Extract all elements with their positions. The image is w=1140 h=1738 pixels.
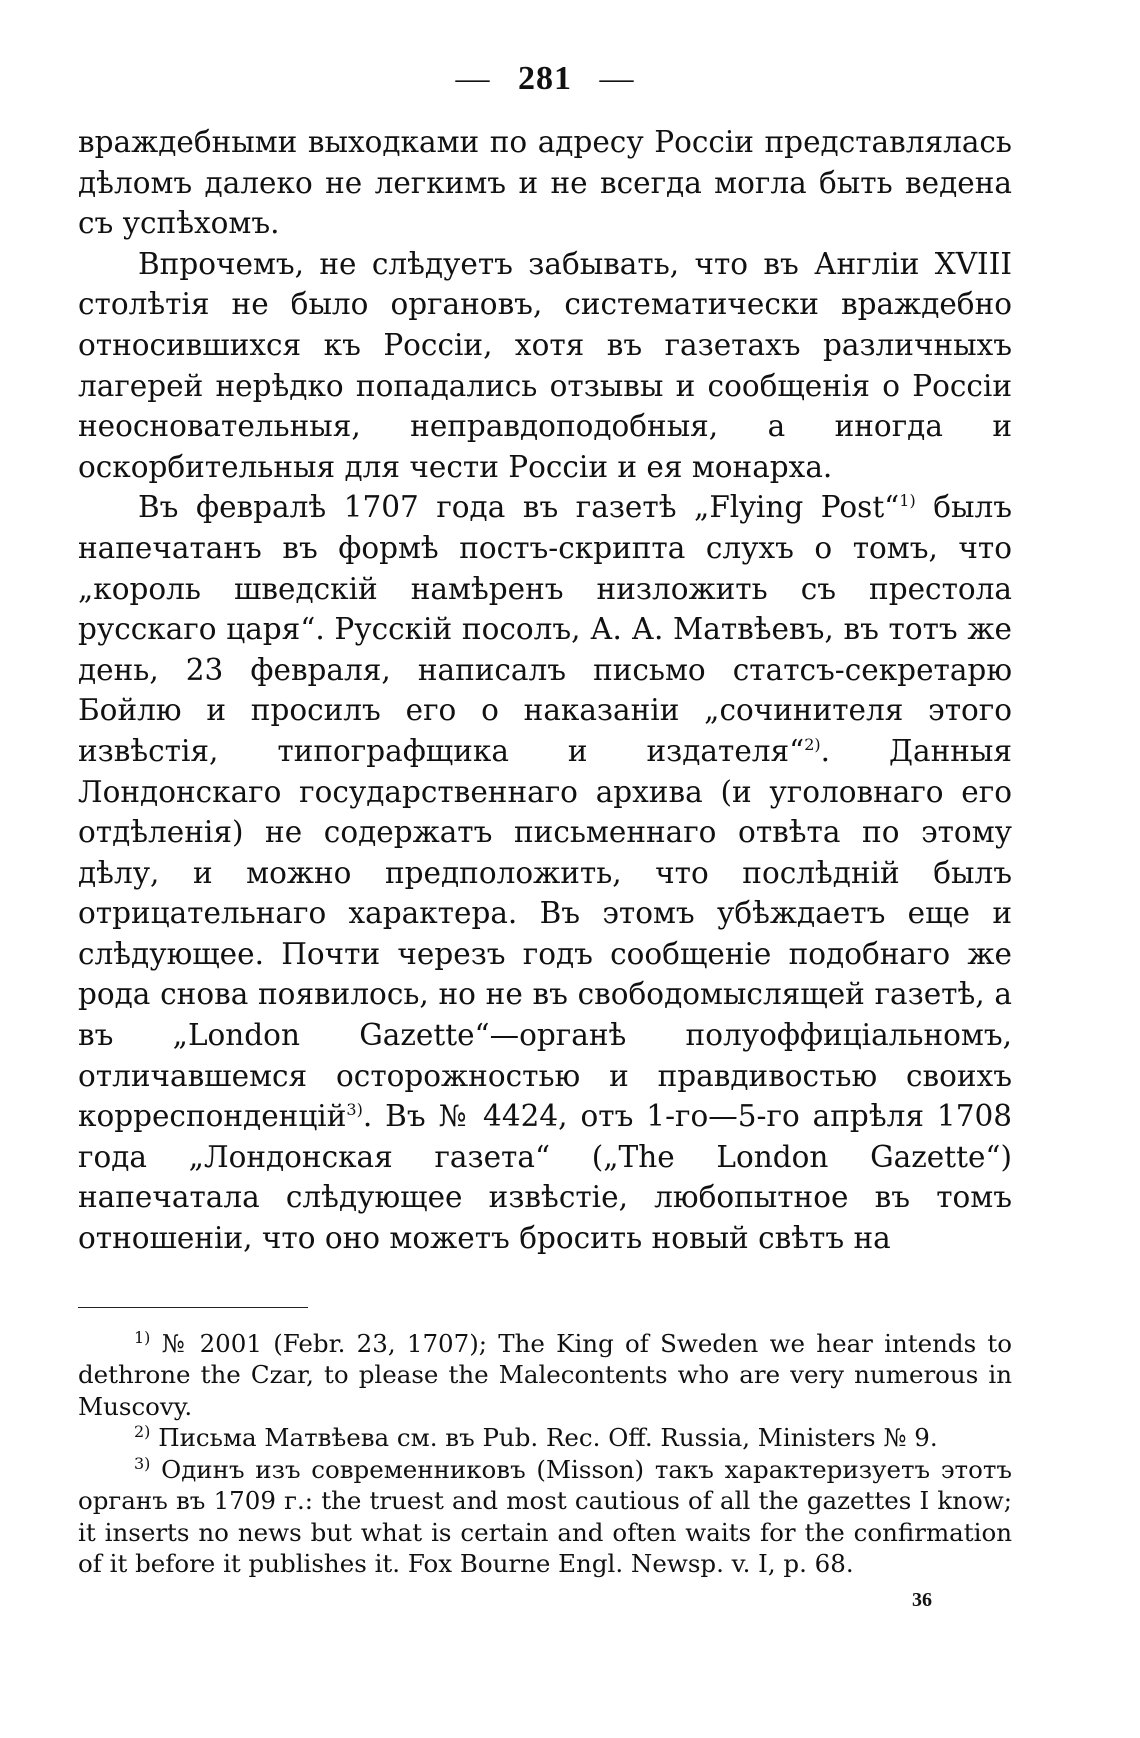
header-dash-left: —: [455, 60, 491, 97]
footnote-3-text: Одинъ изъ современниковъ (Misson) такъ характеризуетъ этотъ органъ въ 1709 г.: the truest and most cautious of all the gazettes I know; it inserts no news but what is certain and often waits for the confirmation of it before it publishes it. Fox Bourne Engl. Newsp. v. I, p. 68.: [78, 1454, 1012, 1579]
footnote-divider: [78, 1307, 308, 1308]
footnote-3-marker: 3): [134, 1453, 151, 1473]
footnote-1: [78, 1328, 1012, 1423]
footnote-2: [78, 1422, 1012, 1454]
footnote-1-marker: 1): [134, 1327, 151, 1347]
header-dash-right: —: [599, 60, 635, 97]
footnote-2-marker: 2): [134, 1421, 151, 1441]
footnote-3: [78, 1454, 1012, 1580]
paragraph-3-part-b: былъ напечатанъ въ формѣ постъ-скрипта слухъ о томъ, что „король шведскій намѣренъ низложить съ престола русскаго царя“. Русскій посолъ, А. А. Матвѣевъ, въ тотъ же день, 23 февраля, написалъ письмо статсъ-секретарю Бойлю и просилъ его о наказаніи „сочинителя этого извѣстія, типографщика и издателя“: [78, 490, 1012, 768]
paragraph-3-part-d: . Въ № 4424, отъ 1-го—5-го апрѣля 1708 года „Лондонская газета“ („The London Gazette“) напечатала слѣдующее извѣстіе, любопытное въ томъ отношеніи, что оно можетъ бросить новый свѣтъ на: [78, 1099, 1012, 1256]
footnote-2-text: Письма Матвѣева см. въ Pub. Rec. Off. Russia, Ministers № 9.: [150, 1423, 938, 1453]
paragraph-1: враждебными выходками по адресу Россіи представлялась дѣломъ далеко не легкимъ и не всегда могла быть ведена съ успѣхомъ.: [78, 125, 1012, 241]
paragraph-2: Впрочемъ, не слѣдуетъ забывать, что въ Англіи XVIII столѣтія не было органовъ, систематически враждебно относившихся къ Россіи, хотя въ газетахъ различныхъ лагерей нерѣдко попадались отзывы и сообщенія о Россіи неосновательныя, неправдоподобныя, а иногда и оскорбительныя для чести Россіи и ея монарха.: [78, 246, 1012, 484]
signature-mark: 36: [912, 1589, 932, 1611]
footnote-1-text: № 2001 (Febr. 23, 1707); The King of Sweden we hear intends to dethrone the Czar, to please the Malecontents who are very numerous in Muscovy.: [78, 1328, 1012, 1421]
footnotes: [78, 1328, 1012, 1580]
footnote-ref-2: 2): [804, 735, 821, 755]
paragraph-3: [78, 487, 1012, 1258]
page: [78, 60, 1012, 1580]
body-text: [78, 122, 1012, 1259]
paragraph-3-part-c: . Данныя Лондонскаго государственнаго архива (и уголовнаго его отдѣленія) не содержатъ письменнаго отвѣта по этому дѣлу, и можно предположить, что послѣдній былъ отрицательнаго характера. Въ этомъ убѣждаетъ еще и слѣдующее. Почти черезъ годъ сообщеніе подобнаго же рода снова появилось, но не въ свободомыслящей газетѣ, а въ „London Gazette“—органѣ полуоффиціальномъ, отличавшемся осторожностью и правдивостью своихъ корреспонденцій: [78, 733, 1012, 1134]
page-header: [78, 60, 1012, 98]
footnote-ref-1: 1): [899, 491, 916, 511]
page-number: 281: [518, 60, 572, 97]
paragraph-3-part-a: Въ февралѣ 1707 года въ газетѣ „Flying Post“: [138, 490, 900, 525]
footnote-ref-3: 3): [346, 1100, 363, 1120]
